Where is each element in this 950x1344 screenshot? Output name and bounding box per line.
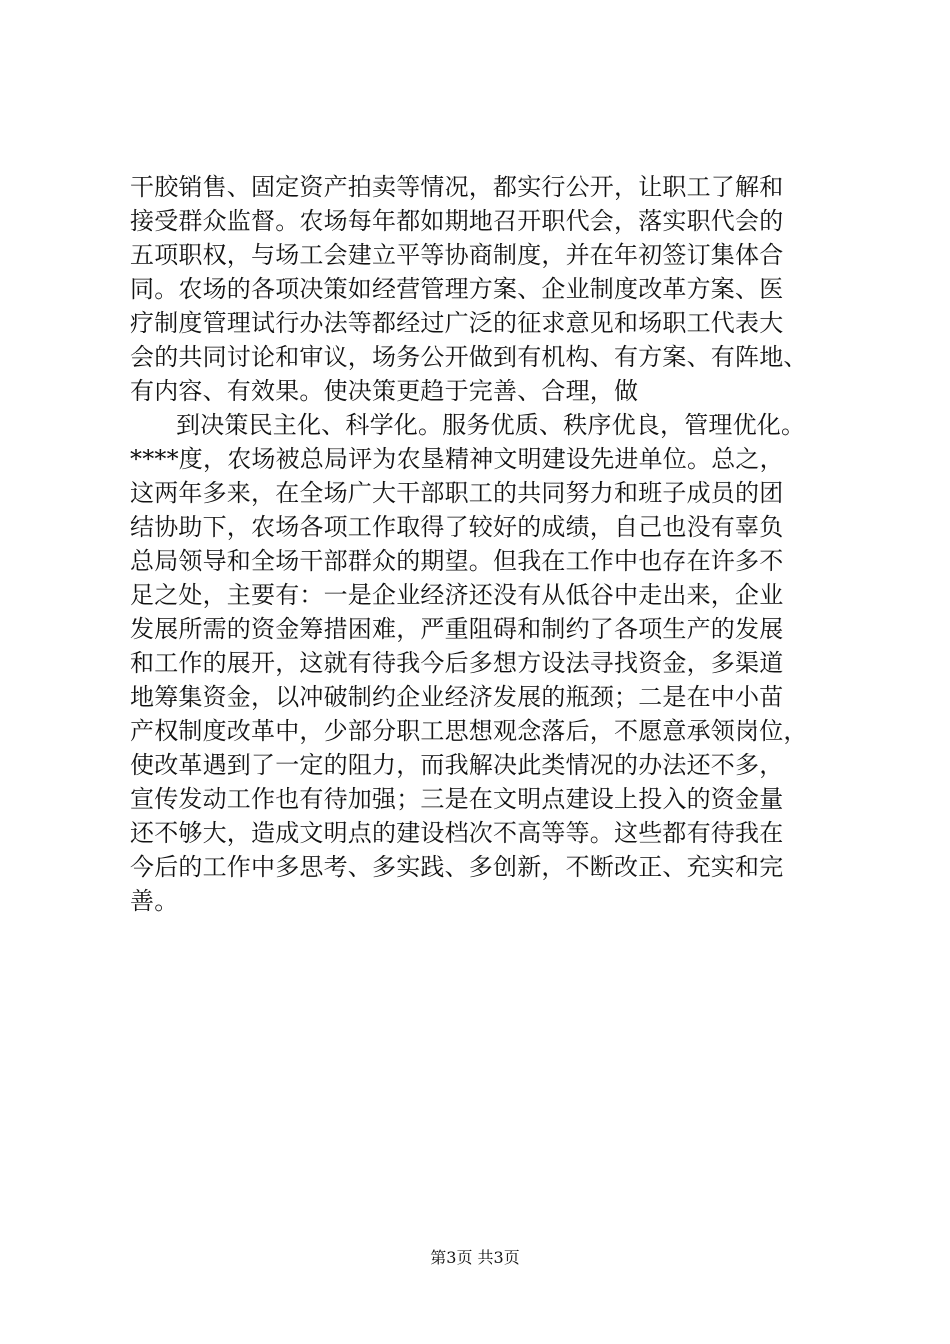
text-line: 会的共同讨论和审议，场务公开做到有机构、有方案、有阵地、 [130,343,808,371]
text-line: 五项职权，与场工会建立平等协商制度，并在年初签订集体合 [130,241,784,269]
text-line: 足之处，主要有：一是企业经济还没有从低谷中走出来，企业 [130,581,784,609]
text-line: 有内容、有效果。使决策更趋于完善、合理，做 [130,377,639,405]
text-line: 接受群众监督。农场每年都如期地召开职代会，落实职代会的 [130,207,784,235]
body-text [130,170,860,918]
text-line: 干胶销售、固定资产拍卖等情况，都实行公开，让职工了解和 [130,173,784,201]
text-line: 疗制度管理试行办法等都经过广泛的征求意见和场职工代表大 [130,309,784,337]
page-number-footer: 第3页 共3页 [430,1248,520,1267]
text-line: ****度，农场被总局评为农垦精神文明建设先进单位。总之， [130,445,784,473]
text-line: 还不够大，造成文明点的建设档次不高等等。这些都有待我在 [130,819,784,847]
text-line: 产权制度改革中，少部分职工思想观念落后，不愿意承领岗位， [130,717,808,745]
text-line: 到决策民主化、科学化。服务优质、秩序优良，管理优化。 [176,411,806,439]
text-line: 同。农场的各项决策如经营管理方案、企业制度改革方案、医 [130,275,784,303]
text-line: 和工作的展开，这就有待我今后多想方设法寻找资金，多渠道 [130,649,784,677]
text-line: 发展所需的资金筹措困难，严重阻碍和制约了各项生产的发展 [130,615,784,643]
text-line: 这两年多来，在全场广大干部职工的共同努力和班子成员的团 [130,479,784,507]
text-line: 今后的工作中多思考、多实践、多创新，不断改正、充实和完 [130,853,784,881]
text-line: 使改革遇到了一定的阻力，而我解决此类情况的办法还不多， [130,751,784,779]
text-line: 善。 [130,887,179,915]
text-line: 结协助下，农场各项工作取得了较好的成绩，自己也没有辜负 [130,513,784,541]
text-line: 宣传发动工作也有待加强；三是在文明点建设上投入的资金量 [130,785,784,813]
text-line: 地筹集资金，以冲破制约企业经济发展的瓶颈；二是在中小苗 [130,683,784,711]
text-line: 总局领导和全场干部群众的期望。但我在工作中也存在许多不 [130,547,784,575]
